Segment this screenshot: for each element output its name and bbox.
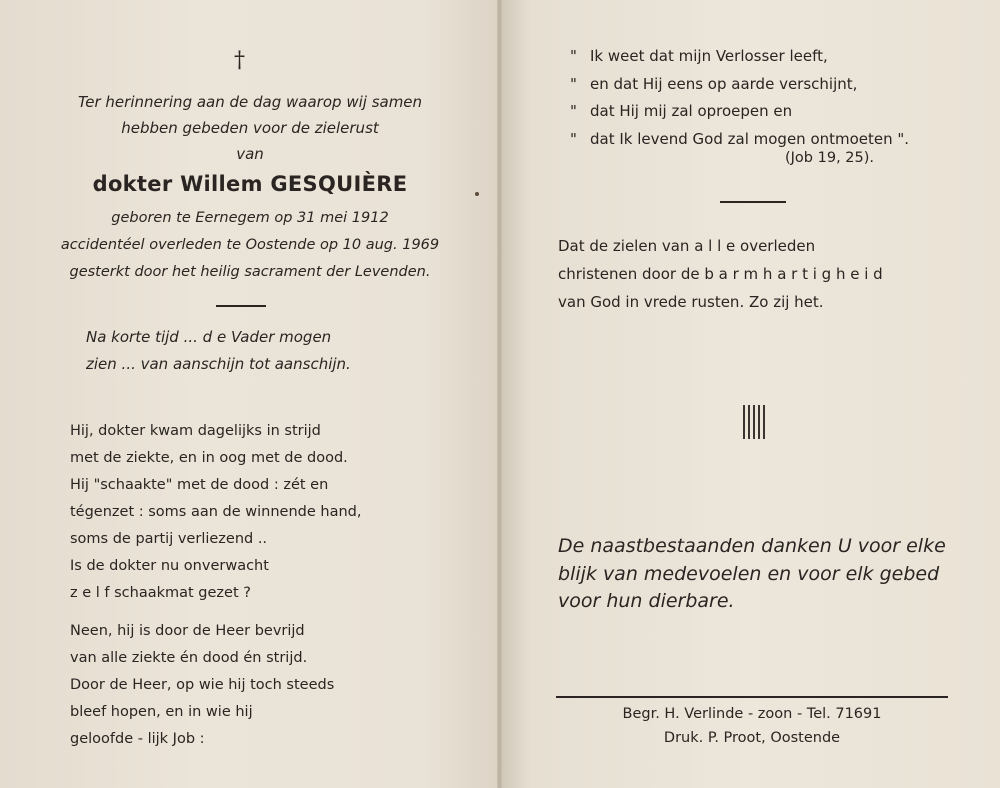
footer-rule <box>556 696 948 698</box>
job-line: " dat Hij mij zal oproepen en <box>570 102 793 120</box>
prayer <box>558 232 883 316</box>
card-fold <box>497 0 503 788</box>
bio-line-3: gesterkt door het heilig sacrament der Levenden. <box>69 264 431 280</box>
poem-stanza-2 <box>70 618 334 753</box>
bio-line-2: accidentéel overleden te Oostende op 10 aug. 1969 <box>60 237 440 253</box>
ink-speck <box>475 192 479 196</box>
prayer-line: christenen door de b a r m h a r t i g h e i d <box>558 265 883 283</box>
poem-line: z e l f schaakmat gezet ? <box>70 585 251 601</box>
poem-line: Door de Heer, op wie hij toch steeds <box>70 677 335 693</box>
footer-line-2: Druk. P. Proot, Oostende <box>663 730 841 746</box>
job-line: " Ik weet dat mijn Verlosser leeft, <box>570 47 828 65</box>
bio-line-1: geboren te Eernegem op 31 mei 1912 <box>111 210 389 226</box>
poem-line: Neen, hij is door de Heer bevrijd <box>70 623 305 639</box>
divider-right <box>720 201 786 203</box>
prayer-line: Dat de zielen van a l l e overleden <box>558 237 816 255</box>
divider-left <box>216 305 266 307</box>
poem-line: bleef hopen, en in wie hij <box>70 704 253 720</box>
thanks-line: voor hun dierbare. <box>558 590 735 612</box>
prayer-line: van God in vrede rusten. Zo zij het. <box>558 293 824 311</box>
poem-line: van alle ziekte én dood én strijd. <box>70 650 308 666</box>
intro-line-3: van <box>236 145 264 163</box>
poem-line: soms de partij verliezend .. <box>70 531 268 547</box>
poem-line: tégenzet : soms aan de winnende hand, <box>70 504 362 520</box>
poem-line: met de ziekte, en in oog met de dood. <box>70 450 348 466</box>
poem-line: Hij "schaakte" met de dood : zét en <box>70 477 329 493</box>
thanks-line: blijk van medevoelen en voor elk gebed <box>558 562 940 585</box>
poem-line: Hij, dokter kwam dagelijks in strijd <box>70 423 321 439</box>
quote-line-2: zien ... van aanschijn tot aanschijn. <box>86 355 351 373</box>
intro-line-2: hebben gebeden voor de zielerust <box>121 119 379 137</box>
thanks-text <box>558 533 946 616</box>
job-quote <box>570 43 909 153</box>
job-reference: (Job 19, 25). <box>785 150 875 166</box>
job-line: " en dat Hij eens op aarde verschijnt, <box>570 74 858 93</box>
cross-symbol: † <box>234 48 245 73</box>
poem-line: Is de dokter nu onverwacht <box>70 558 269 574</box>
thanks-line: De naastbestaanden danken U voor elke <box>558 535 946 557</box>
deceased-name: dokter Willem GESQUIÈRE <box>92 172 408 196</box>
footer-line-1: Begr. H. Verlinde - zoon - Tel. 71691 <box>622 706 882 722</box>
bars-ornament <box>743 405 765 439</box>
intro-line-1: Ter herinnering aan de dag waarop wij samen <box>77 93 423 111</box>
quote-line-1: Na korte tijd ... d e Vader mogen <box>86 328 332 346</box>
poem-line: geloofde - lijk Job : <box>70 731 205 747</box>
job-line: " dat Ik levend God zal mogen ontmoeten ". <box>570 129 910 148</box>
poem-stanza-1 <box>70 418 361 607</box>
